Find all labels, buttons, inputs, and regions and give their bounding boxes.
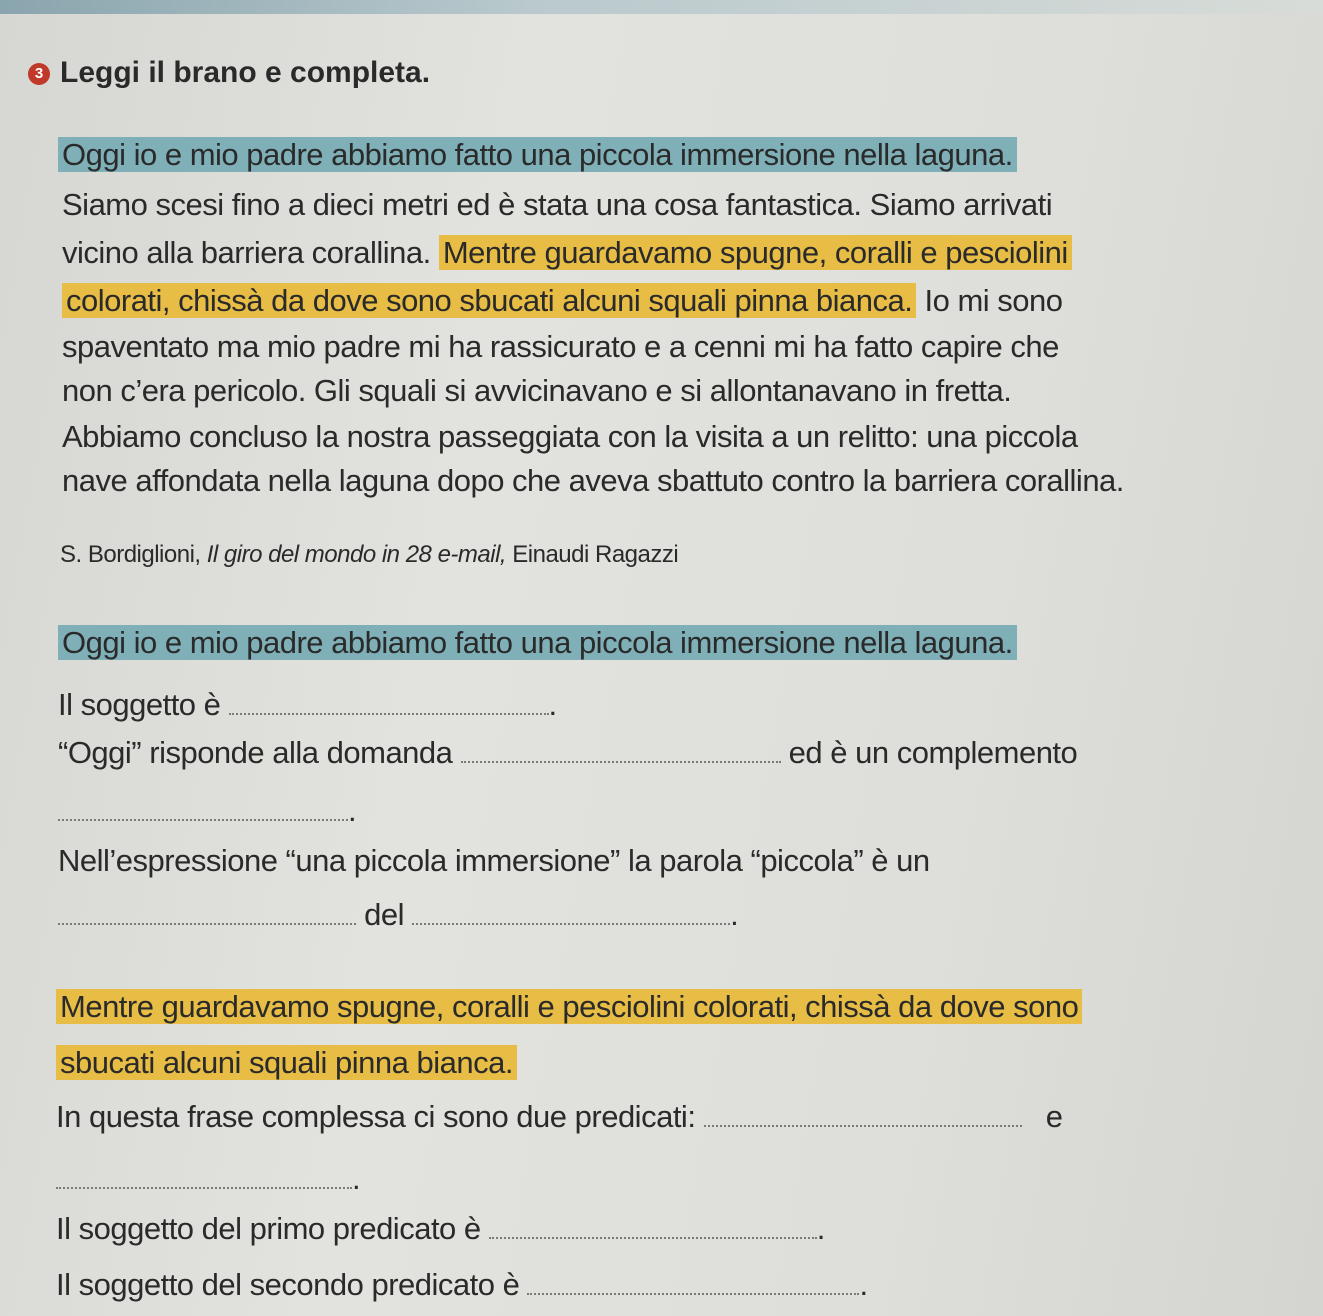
question-piccola: Nell’espressione “una piccola immersione” la parola “piccola” è un	[58, 843, 930, 878]
highlight-yellow: Mentre guardavamo spugne, coralli e pesciolini	[439, 235, 1072, 270]
answer-blank[interactable]	[461, 757, 781, 763]
answer-blank[interactable]	[412, 919, 730, 925]
answer-blank[interactable]	[489, 1233, 817, 1239]
passage-line-7: Abbiamo concluso la nostra passeggiata con la visita a un relitto: una piccola	[62, 419, 1078, 454]
question-first-subject: Il soggetto del primo predicato è .	[56, 1211, 825, 1246]
highlight-blue: Oggi io e mio padre abbiamo fatto una piccola immersione nella laguna.	[58, 625, 1017, 660]
passage-line-2: Siamo scesi fino a dieci metri ed è stata una cosa fantastica. Siamo arrivati	[62, 187, 1053, 222]
answer-blank[interactable]	[58, 815, 348, 821]
answer-blank[interactable]	[56, 1183, 352, 1189]
passage-line-4: colorati, chissà da dove sono sbucati alcuni squali pinna bianca. Io mi sono	[62, 282, 1063, 320]
answer-blank[interactable]	[58, 919, 356, 925]
highlight-blue: Oggi io e mio padre abbiamo fatto una piccola immersione nella laguna.	[58, 137, 1017, 172]
section1-sentence	[58, 624, 1017, 662]
page-top-strip	[0, 0, 1323, 14]
exercise-title: Leggi il brano e completa.	[60, 56, 431, 89]
question-predicates: In questa frase complessa ci sono due predicati: e	[56, 1099, 1063, 1134]
answer-blank[interactable]	[229, 709, 549, 715]
question-oggi-continued: .	[58, 792, 356, 830]
passage-line-6: non c’era pericolo. Gli squali si avvicinavano e si allontanavano in fretta.	[62, 373, 1012, 408]
source-citation: S. Bordiglioni, Il giro del mondo in 28 e-mail, Einaudi Ragazzi	[60, 541, 679, 568]
section2-sentence-line-2	[56, 1044, 517, 1082]
highlight-yellow: colorati, chissà da dove sono sbucati alcuni squali pinna bianca.	[62, 283, 916, 318]
exercise-number-badge: 3	[28, 63, 50, 85]
passage-line-3: vicino alla barriera corallina. Mentre guardavamo spugne, coralli e pesciolini	[62, 234, 1072, 272]
question-second-subject: Il soggetto del secondo predicato è .	[56, 1267, 868, 1302]
passage-line-1	[58, 136, 1017, 174]
question-subject: Il soggetto è .	[58, 687, 557, 722]
question-predicates-continued: .	[56, 1160, 360, 1198]
passage-line-8: nave affondata nella laguna dopo che aveva sbattuto contro la barriera corallina.	[62, 463, 1124, 498]
section2-sentence-line-1	[56, 988, 1082, 1026]
highlight-yellow: sbucati alcuni squali pinna bianca.	[56, 1045, 517, 1080]
question-piccola-continued: del .	[58, 896, 738, 934]
exercise-title-row	[28, 54, 430, 92]
answer-blank[interactable]	[527, 1289, 859, 1295]
question-oggi: “Oggi” risponde alla domanda ed è un complemento	[58, 735, 1078, 770]
answer-blank[interactable]	[704, 1121, 1022, 1127]
highlight-yellow: Mentre guardavamo spugne, coralli e pesciolini colorati, chissà da dove sono	[56, 989, 1082, 1024]
passage-line-5: spaventato ma mio padre mi ha rassicurato e a cenni mi ha fatto capire che	[62, 329, 1059, 364]
